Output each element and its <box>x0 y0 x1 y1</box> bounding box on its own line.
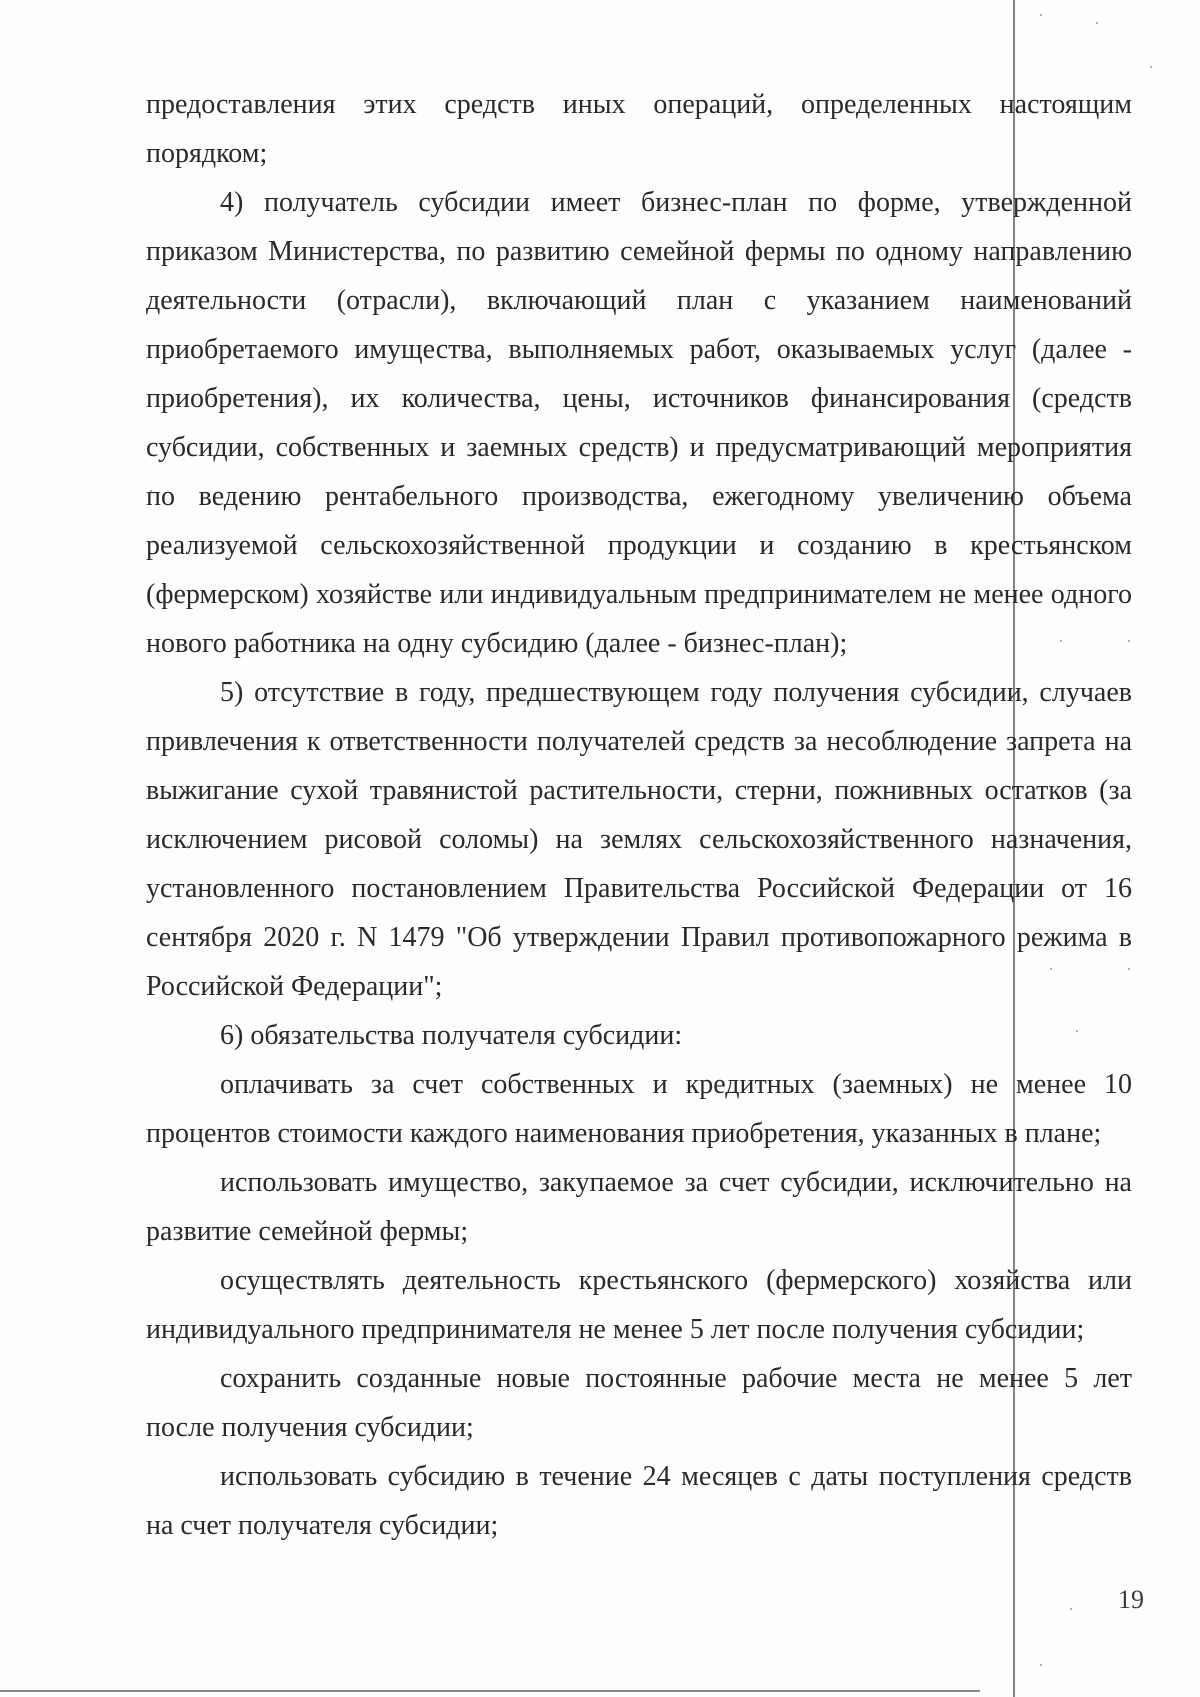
document-body <box>146 80 1132 1550</box>
page-number: 19 <box>1118 1585 1144 1614</box>
paragraph-continuation: предоставления этих средств иных операций, определенных настоящим порядком; <box>146 89 1132 169</box>
paragraph-obligation-3: осуществлять деятельность крестьянского (фермерского) хозяйства или индивидуального предпринимателя не менее 5 лет после получения субсидии; <box>146 1265 1132 1345</box>
paragraph-obligation-4: сохранить созданные новые постоянные рабочие места не менее 5 лет после получения субсидии; <box>146 1363 1132 1443</box>
scan-speck <box>1150 66 1152 68</box>
paragraph-item-6: 6) обязательства получателя субсидии: <box>220 1020 683 1051</box>
paragraph-item-4: 4) получатель субсидии имеет бизнес-план по форме, утвержденной приказом Министерства, по развитию семейной фермы по одному направлению деятельности (отрасли), включающий план с указанием наименований приобретаемого имущества, выполняемых работ, оказываемых услуг (далее - приобретения), их количества, цены, источников финансирования (средств субсидии, собственных и заемных средств) и предусматривающий мероприятия по ведению рентабельного производства, ежегодному увеличению объема реализуемой сельскохозяйственной продукции и созданию в крестьянском (фермерском) хозяйстве или индивидуальным предпринимателем не менее одного нового работника на одну субсидию (далее - бизнес-план); <box>146 187 1132 659</box>
scan-speck <box>1040 14 1042 16</box>
paragraph-item-5: 5) отсутствие в году, предшествующем году получения субсидии, случаев привлечения к ответственности получателей средств за несоблюдение запрета на выжигание сухой травянистой растительности, стерни, пожнивных остатков (за исключением рисовой соломы) на землях сельскохозяйственного назначения, установленного постановлением Правительства Российской Федерации от 16 сентября 2020 г. N 1479 "Об утверждении Правил противопожарного режима в Российской Федерации"; <box>146 677 1132 1002</box>
paragraph-obligation-5: использовать субсидию в течение 24 месяцев с даты поступления средств на счет получателя субсидии; <box>146 1461 1132 1541</box>
scan-artifact-bottom-line <box>0 1690 980 1692</box>
scan-speck <box>1070 1608 1072 1610</box>
scan-speck <box>1040 1664 1042 1666</box>
paragraph-obligation-2: использовать имущество, закупаемое за счет субсидии, исключительно на развитие семейной фермы; <box>146 1167 1132 1247</box>
scan-speck <box>1096 22 1098 24</box>
paragraph-obligation-1: оплачивать за счет собственных и кредитных (заемных) не менее 10 процентов стоимости каждого наименования приобретения, указанных в плане; <box>146 1069 1132 1149</box>
